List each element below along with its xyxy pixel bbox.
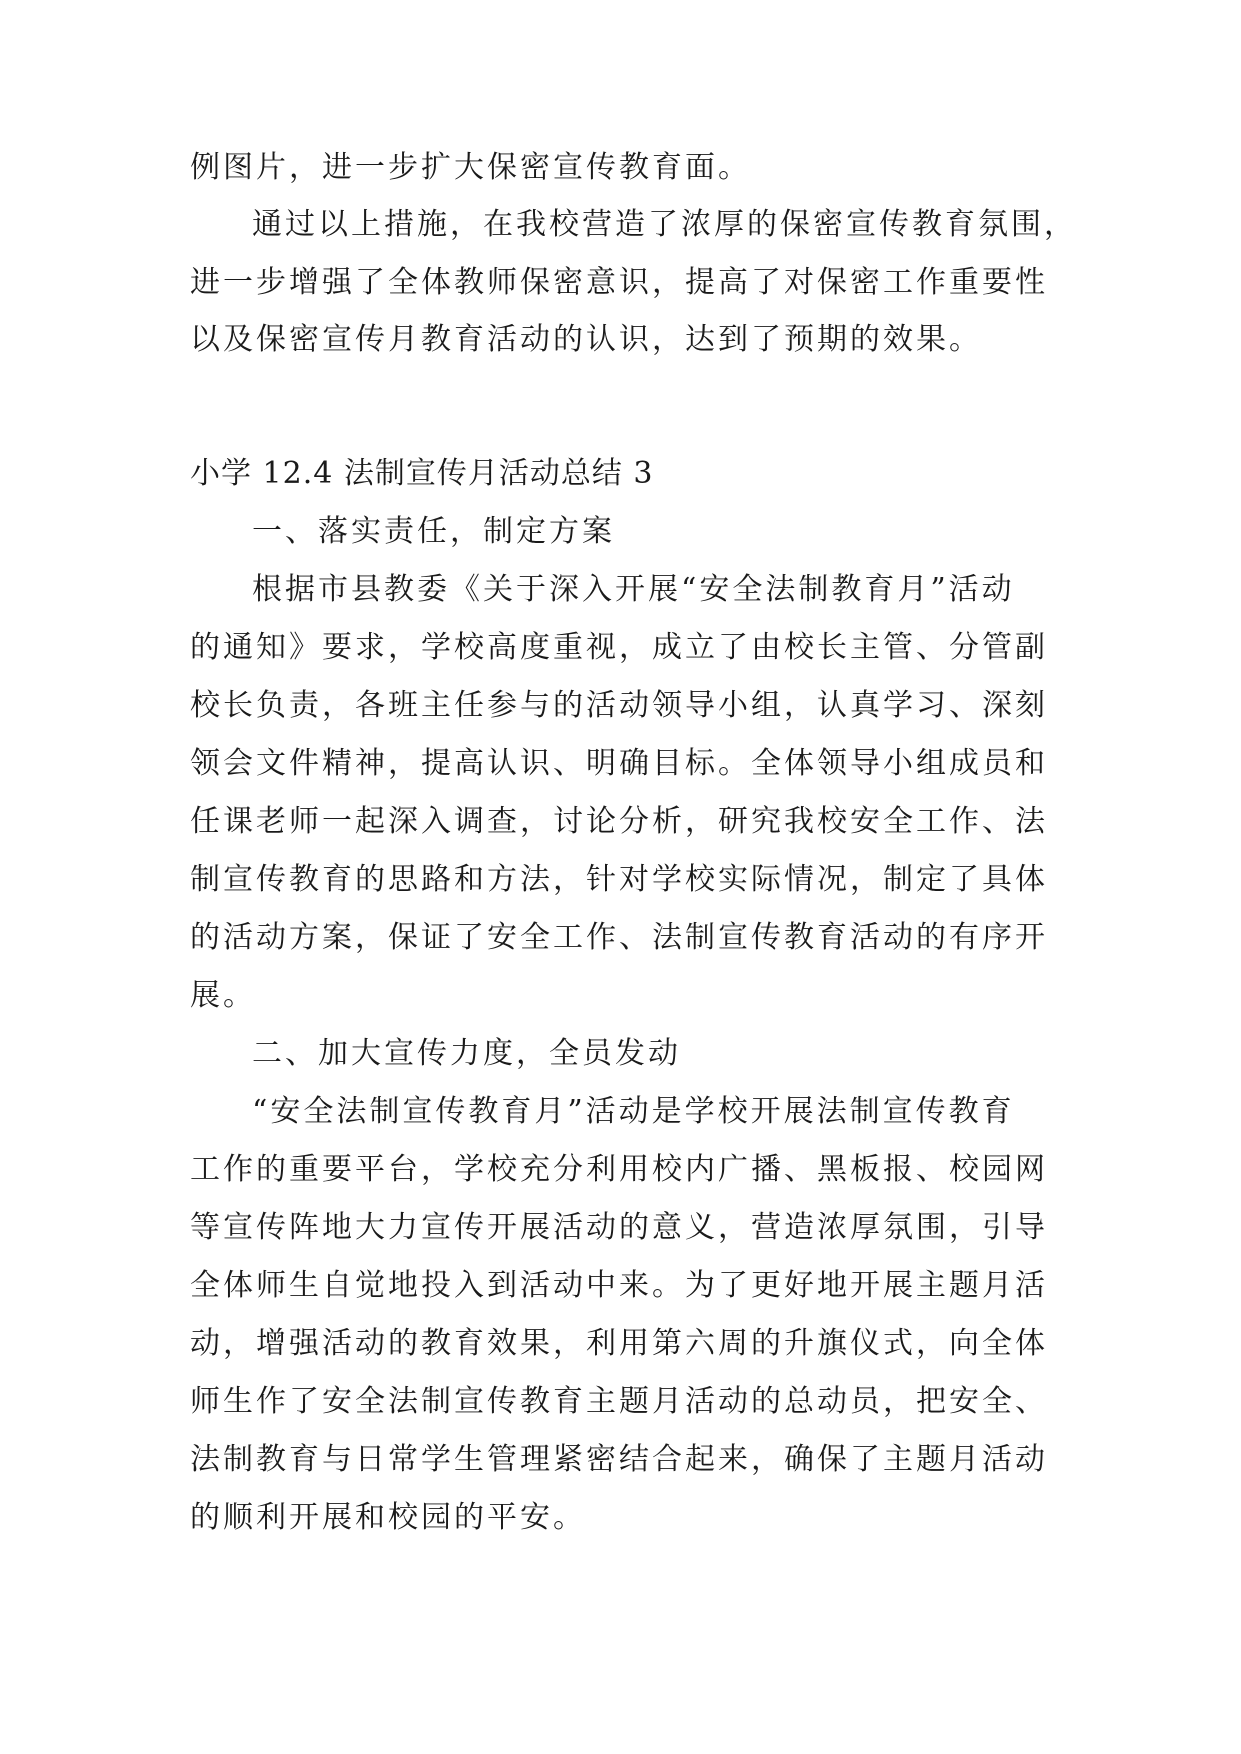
section-heading: 二、加大宣传力度，全员发动 bbox=[252, 1036, 681, 1071]
paragraph-line: 任课老师一起深入调查，讨论分析，研究我校安全工作、法 bbox=[190, 804, 1048, 839]
section-heading: 一、落实责任，制定方案 bbox=[252, 514, 615, 549]
paragraph-line: 等宣传阵地大力宣传开展活动的意义，营造浓厚氛围，引导 bbox=[190, 1210, 1048, 1245]
paragraph-line: 动，增强活动的教育效果，利用第六周的升旗仪式，向全体 bbox=[190, 1326, 1048, 1361]
paragraph-line: 的通知》要求，学校高度重视，成立了由校长主管、分管副 bbox=[190, 630, 1048, 665]
paragraph-line: 全体师生自觉地投入到活动中来。为了更好地开展主题月活 bbox=[190, 1268, 1048, 1303]
paragraph-line: 以及保密宣传月教育活动的认识，达到了预期的效果。 bbox=[190, 322, 982, 357]
paragraph-line: 师生作了安全法制宣传教育主题月活动的总动员，把安全、 bbox=[190, 1384, 1048, 1419]
paragraph-line: 通过以上措施，在我校营造了浓厚的保密宣传教育氛围， bbox=[252, 207, 1077, 242]
paragraph-line: 例图片，进一步扩大保密宣传教育面。 bbox=[190, 150, 751, 185]
paragraph-line: 的顺利开展和校园的平安。 bbox=[190, 1500, 586, 1535]
paragraph-line: 校长负责，各班主任参与的活动领导小组，认真学习、深刻 bbox=[190, 688, 1048, 723]
paragraph-line: 根据市县教委《关于深入开展“安全法制教育月”活动 bbox=[252, 572, 1015, 607]
paragraph-line: 的活动方案，保证了安全工作、法制宣传教育活动的有序开 bbox=[190, 920, 1048, 955]
paragraph-line: 展。 bbox=[190, 978, 256, 1013]
paragraph-line: 领会文件精神，提高认识、明确目标。全体领导小组成员和 bbox=[190, 746, 1048, 781]
paragraph-line: 法制教育与日常学生管理紧密结合起来，确保了主题月活动 bbox=[190, 1442, 1048, 1477]
paragraph-line: 进一步增强了全体教师保密意识，提高了对保密工作重要性 bbox=[190, 265, 1048, 300]
section-title: 小学 12.4 法制宣传月活动总结 3 bbox=[190, 456, 654, 491]
paragraph-line: 工作的重要平台，学校充分利用校内广播、黑板报、校园网 bbox=[190, 1152, 1048, 1187]
paragraph-line: “安全法制宣传教育月”活动是学校开展法制宣传教育 bbox=[252, 1094, 1015, 1129]
paragraph-line: 制宣传教育的思路和方法，针对学校实际情况，制定了具体 bbox=[190, 862, 1048, 897]
